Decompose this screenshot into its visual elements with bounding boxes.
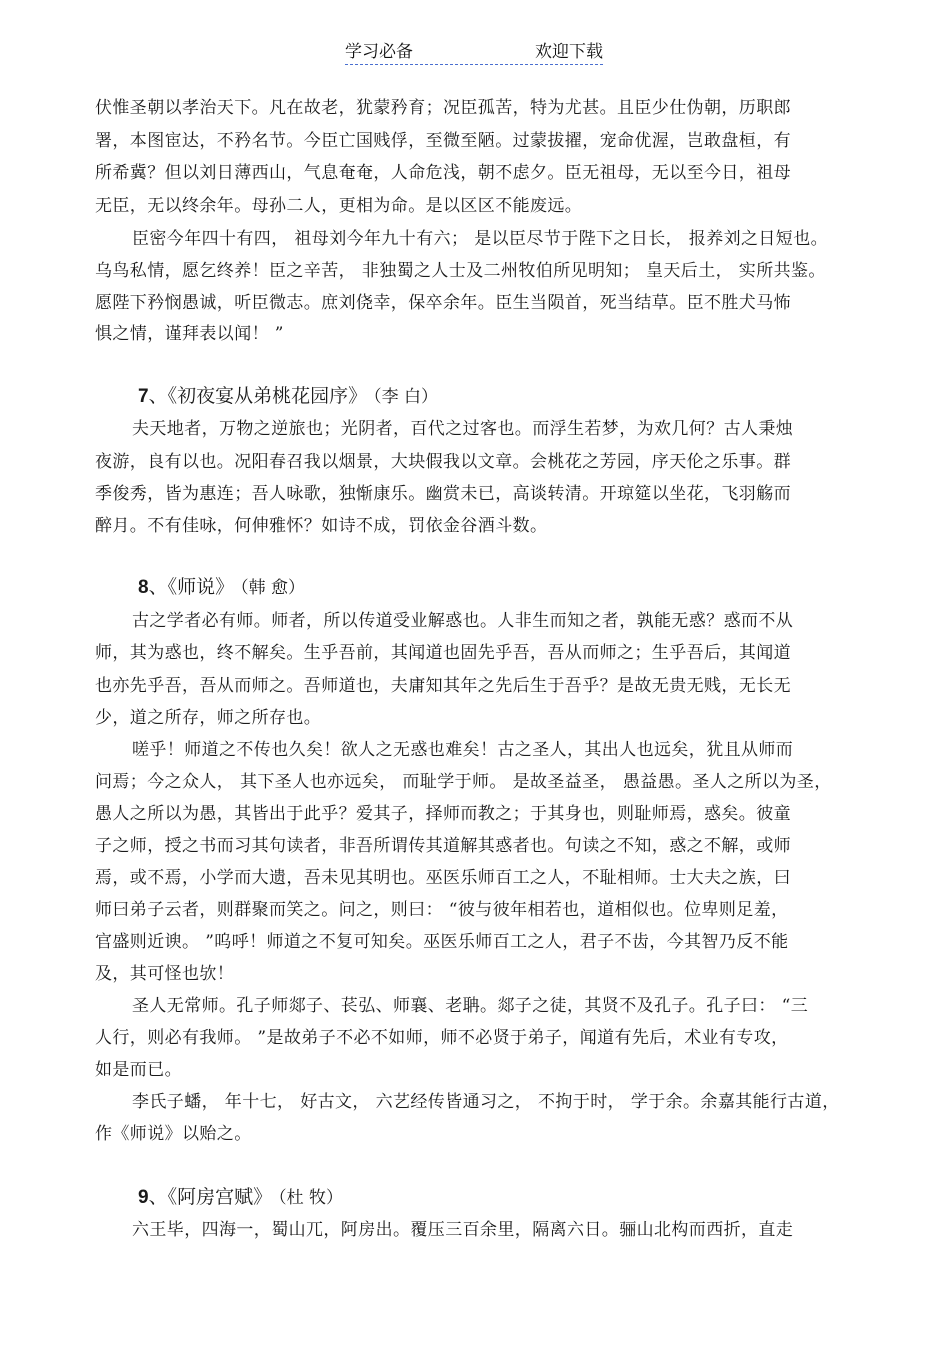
text-line: 醉月。不有佳咏，何伸雅怀？如诗不成，罚依金谷酒斗数。 — [95, 516, 548, 536]
text-line: 官盛则近谀。 ”呜呼！师道之不复可知矣。巫医乐师百工之人，君子不齿，今其智乃反不能 — [95, 932, 789, 952]
text-line: 署，本图宦达，不矜名节。今臣亡国贱俘，至微至陋。过蒙拔擢，宠命优渥，岂敢盘桓，有 — [95, 131, 791, 151]
header-right-text: 欢迎下载 — [535, 42, 603, 62]
text-line: 师曰弟子云者，则群聚而笑之。问之，则曰： “彼与彼年相若也，道相似也。位卑则足羞， — [95, 900, 789, 920]
heading-number: 8 — [138, 577, 149, 598]
heading-author: （韩 愈） — [240, 578, 305, 598]
text-line: 师，其为惑也，终不解矣。生乎吾前，其闻道也固先乎吾，吾从而师之；生乎吾后，其闻道 — [95, 643, 791, 663]
page-header — [345, 40, 603, 65]
section-heading-8 — [138, 574, 305, 601]
text-line: 无臣，无以终余年。母孙二人，更相为命。是以区区不能废远。 — [95, 196, 583, 216]
heading-title: 、《初夜宴从弟桃花园序》 — [148, 385, 368, 407]
text-line: 人行，则必有我师。 ”是故弟子不必不如师，师不必贤于弟子，闻道有先后，术业有专攻， — [95, 1028, 789, 1048]
heading-author: （杜 牧） — [278, 1188, 343, 1208]
text-line: 子之师，授之书而习其句读者，非吾所谓传其道解其惑者也。句读之不知，惑之不解，或师 — [95, 836, 791, 856]
text-line: 夜游，良有以也。况阳春召我以烟景，大块假我以文章。会桃花之芳园，序天伦之乐事。群 — [95, 452, 791, 472]
section-heading-9 — [138, 1184, 343, 1211]
text-line: 乌鸟私情，愿乞终养！臣之辛苦， 非独蜀之人士及二州牧伯所见明知； 皇天后土， 实所共鉴。 — [95, 261, 826, 281]
text-line: 愚人之所以为愚，其皆出于此乎？爱其子，择师而教之；于其身也，则耻师焉，惑矣。彼童 — [95, 804, 791, 824]
text-line: 季俊秀，皆为惠连；吾人咏歌，独惭康乐。幽赏未已，高谈转清。开琼筵以坐花，飞羽觞而 — [95, 484, 791, 504]
heading-number: 9 — [138, 1187, 149, 1208]
text-line: 六王毕，四海一，蜀山兀，阿房出。覆压三百余里，隔离六日。骊山北构而西折，直走 — [132, 1220, 794, 1240]
text-line: 臣密今年四十有四， 祖母刘今年九十有六； 是以臣尽节于陛下之日长， 报养刘之日短也。 — [132, 229, 829, 249]
heading-number: 7 — [138, 386, 149, 407]
text-line: 伏惟圣朝以孝治天下。凡在故老，犹蒙矜育；况臣孤苦，特为尤甚。且臣少仕伪朝，历职郎 — [95, 98, 791, 118]
text-line: 惧之情，谨拜表以闻！ ” — [95, 324, 284, 344]
heading-author: （李 白） — [373, 387, 438, 407]
text-line: 及，其可怪也欤！ — [95, 964, 235, 984]
section-heading-7 — [138, 383, 438, 410]
header-left-text: 学习必备 — [345, 42, 413, 62]
text-line: 所希冀？但以刘日薄西山，气息奄奄，人命危浅，朝不虑夕。臣无祖母，无以至今日，祖母 — [95, 163, 791, 183]
text-line: 问焉；今之众人， 其下圣人也亦远矣， 而耻学于师。 是故圣益圣， 愚益愚。圣人之所以为圣， — [95, 772, 832, 792]
text-line: 如是而已。 — [95, 1060, 182, 1080]
text-line: 圣人无常师。孔子师郯子、苌弘、师襄、老聃。郯子之徒，其贤不及孔子。孔子曰： “三 — [132, 996, 809, 1016]
text-line: 焉，或不焉，小学而大遗，吾未见其明也。巫医乐师百工之人，不耻相师。士大夫之族，曰 — [95, 868, 791, 888]
heading-title: 、《师说》 — [148, 576, 235, 598]
text-line: 古之学者必有师。师者，所以传道受业解惑也。人非生而知之者，孰能无惑？惑而不从 — [132, 611, 794, 631]
text-line: 愿陛下矜悯愚诚，听臣微志。庶刘侥幸，保卒余年。臣生当陨首，死当结草。臣不胜犬马怖 — [95, 293, 791, 313]
heading-title: 、《阿房宫赋》 — [148, 1186, 273, 1208]
text-line: 李氏子蟠， 年十七， 好古文， 六艺经传皆通习之， 不拘于时， 学于余。余嘉其能行古道， — [132, 1092, 840, 1112]
text-line: 嗟乎！师道之不传也久矣！欲人之无惑也难矣！古之圣人，其出人也远矣，犹且从师而 — [132, 740, 794, 760]
text-line: 也亦先乎吾，吾从而师之。吾师道也，夫庸知其年之先后生于吾乎？是故无贵无贱，无长无 — [95, 676, 791, 696]
text-line: 作《师说》以贻之。 — [95, 1124, 252, 1144]
text-line: 夫天地者，万物之逆旅也；光阴者，百代之过客也。而浮生若梦，为欢几何？古人秉烛 — [132, 419, 794, 439]
text-line: 少，道之所存，师之所存也。 — [95, 708, 322, 728]
